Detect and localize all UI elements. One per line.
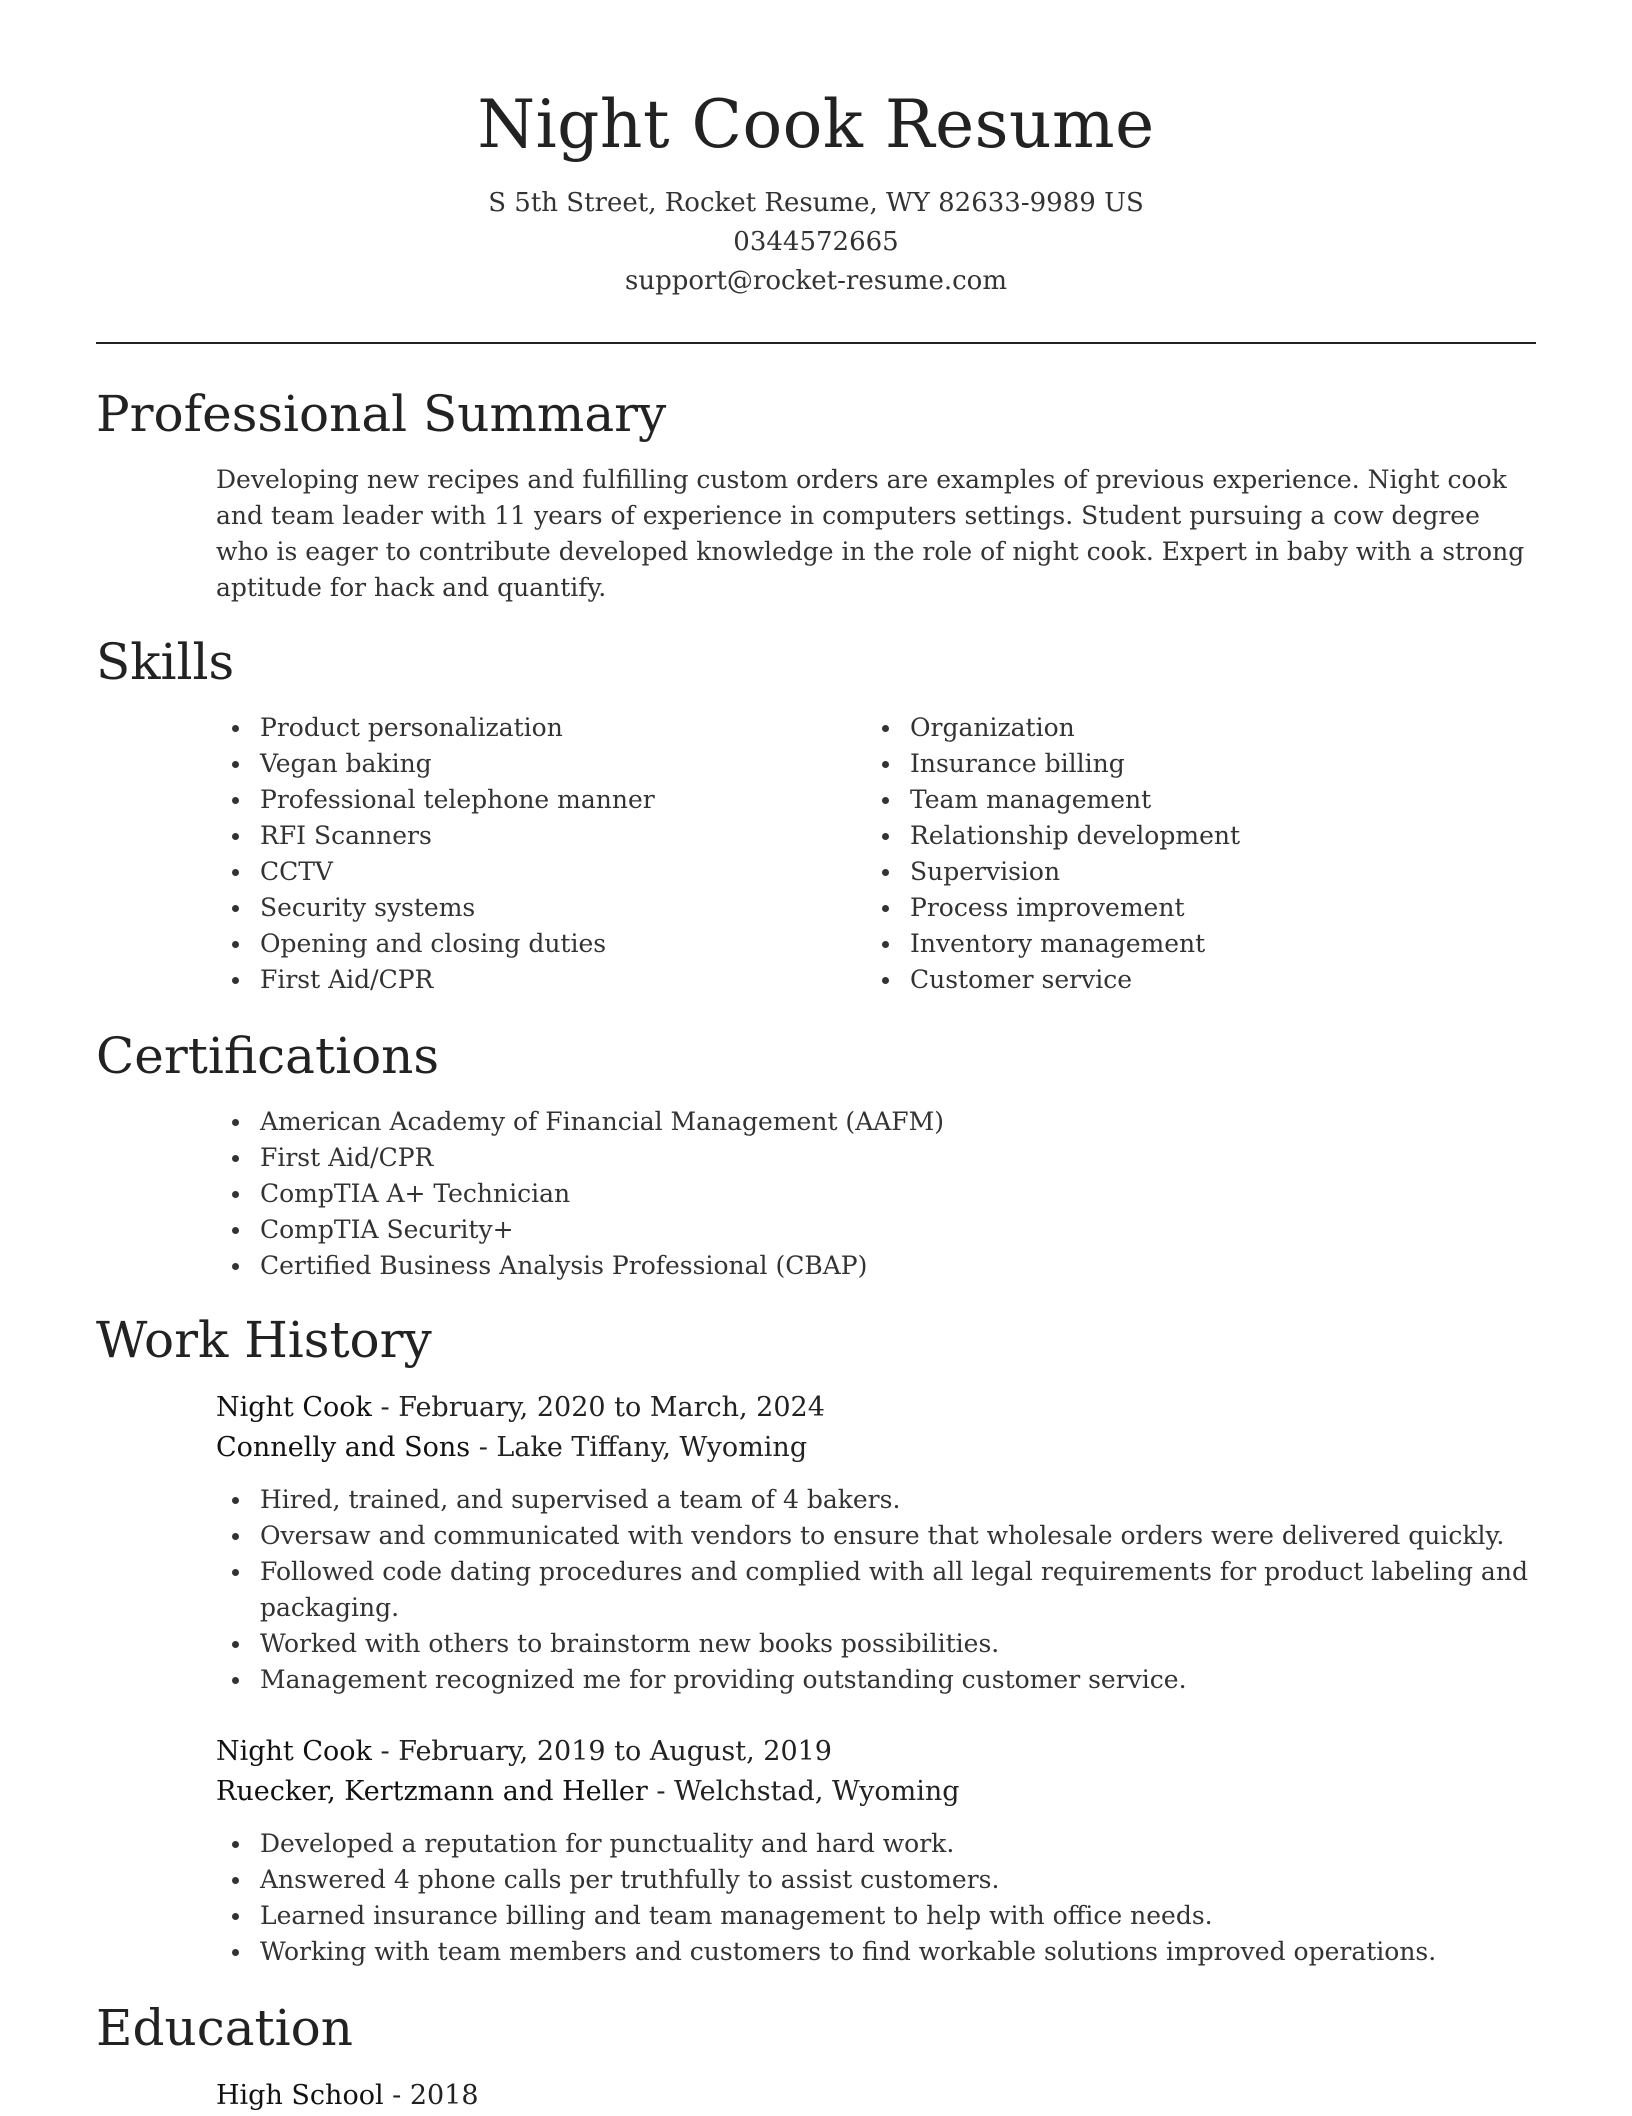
resume-name: Night Cook Resume bbox=[477, 86, 1155, 163]
job-bullet: Developed a reputation for punctuality and hard work. bbox=[216, 1826, 1536, 1862]
certification-item: American Academy of Financial Management (AAFM) bbox=[216, 1104, 1536, 1140]
job-bullet: Followed code dating procedures and complied with all legal requirements for product labeling and packaging. bbox=[216, 1554, 1536, 1626]
job-bullet: Learned insurance billing and team management to help with office needs. bbox=[216, 1898, 1536, 1934]
section-title-work-history: Work History bbox=[96, 1311, 432, 1369]
header-divider bbox=[96, 342, 1536, 344]
certification-item: Certified Business Analysis Professional (CBAP) bbox=[216, 1248, 1536, 1284]
job-bullets bbox=[216, 1482, 1536, 1698]
skill-item: First Aid/CPR bbox=[216, 962, 816, 998]
contact-email: support@rocket-resume.com bbox=[624, 266, 1007, 296]
job-bullet: Answered 4 phone calls per truthfully to assist customers. bbox=[216, 1862, 1536, 1898]
contact-phone: 0344572665 bbox=[733, 227, 899, 257]
section-title-summary: Professional Summary bbox=[96, 385, 667, 443]
skill-item: RFI Scanners bbox=[216, 818, 816, 854]
skill-item: Security systems bbox=[216, 890, 816, 926]
job-bullet: Working with team members and customers to find workable solutions improved operations. bbox=[216, 1934, 1536, 1970]
job-dates: - February, 2020 to March, 2024 bbox=[371, 1392, 825, 1423]
skill-item: Process improvement bbox=[866, 890, 1526, 926]
certification-item: First Aid/CPR bbox=[216, 1140, 1536, 1176]
job-role: Night Cook bbox=[216, 1392, 372, 1423]
skill-item: Relationship development bbox=[866, 818, 1526, 854]
skill-item: Customer service bbox=[866, 962, 1526, 998]
skill-item: CCTV bbox=[216, 854, 816, 890]
skill-item: Insurance billing bbox=[866, 746, 1526, 782]
skill-item: Product personalization bbox=[216, 710, 816, 746]
job-bullet: Oversaw and communicated with vendors to ensure that wholesale orders were delivered quickly. bbox=[216, 1518, 1536, 1554]
job-location: - Welchstad, Wyoming bbox=[647, 1776, 960, 1807]
certifications-list bbox=[216, 1104, 1536, 1284]
summary-text: Developing new recipes and fulfilling custom orders are examples of previous experience. Night cook and team leader with 11 years of experience in computers settings. Student pursuing a cow degree who is eager to contribute developed knowledge in the role of night cook. Expert in baby with a strong aptitude for hack and quantify. bbox=[216, 465, 1525, 602]
job-bullet: Management recognized me for providing outstanding customer service. bbox=[216, 1662, 1536, 1698]
section-title-education: Education bbox=[96, 1999, 353, 2057]
skill-item: Professional telephone manner bbox=[216, 782, 816, 818]
skill-item: Inventory management bbox=[866, 926, 1526, 962]
skills-list-right bbox=[866, 710, 1526, 998]
job-company: Connelly and Sons bbox=[216, 1432, 471, 1463]
contact-address: S 5th Street, Rocket Resume, WY 82633-9989 US bbox=[488, 188, 1144, 218]
skill-item: Supervision bbox=[866, 854, 1526, 890]
skill-item: Team management bbox=[866, 782, 1526, 818]
job-title-line bbox=[216, 1388, 825, 1428]
section-title-certifications: Certifications bbox=[96, 1027, 440, 1085]
education-line bbox=[216, 2076, 479, 2116]
section-title-skills: Skills bbox=[96, 633, 235, 691]
job-dates: - February, 2019 to August, 2019 bbox=[371, 1736, 832, 1767]
skills-list-left bbox=[216, 710, 816, 998]
job-company-line bbox=[216, 1428, 807, 1468]
job-role: Night Cook bbox=[216, 1736, 372, 1767]
skill-item: Organization bbox=[866, 710, 1526, 746]
skill-item: Vegan baking bbox=[216, 746, 816, 782]
job-company: Ruecker, Kertzmann and Heller bbox=[216, 1776, 648, 1807]
job-bullet: Hired, trained, and supervised a team of 4 bakers. bbox=[216, 1482, 1536, 1518]
job-bullet: Worked with others to brainstorm new books possibilities. bbox=[216, 1626, 1536, 1662]
job-title-line bbox=[216, 1732, 832, 1772]
resume-header bbox=[96, 80, 1536, 301]
job-location: - Lake Tiffany, Wyoming bbox=[470, 1432, 808, 1463]
education-degree: High School bbox=[216, 2080, 384, 2111]
job-bullets bbox=[216, 1826, 1536, 1970]
certification-item: CompTIA A+ Technician bbox=[216, 1176, 1536, 1212]
certification-item: CompTIA Security+ bbox=[216, 1212, 1536, 1248]
education-year: - 2018 bbox=[383, 2080, 479, 2111]
job-company-line bbox=[216, 1772, 960, 1812]
skill-item: Opening and closing duties bbox=[216, 926, 816, 962]
